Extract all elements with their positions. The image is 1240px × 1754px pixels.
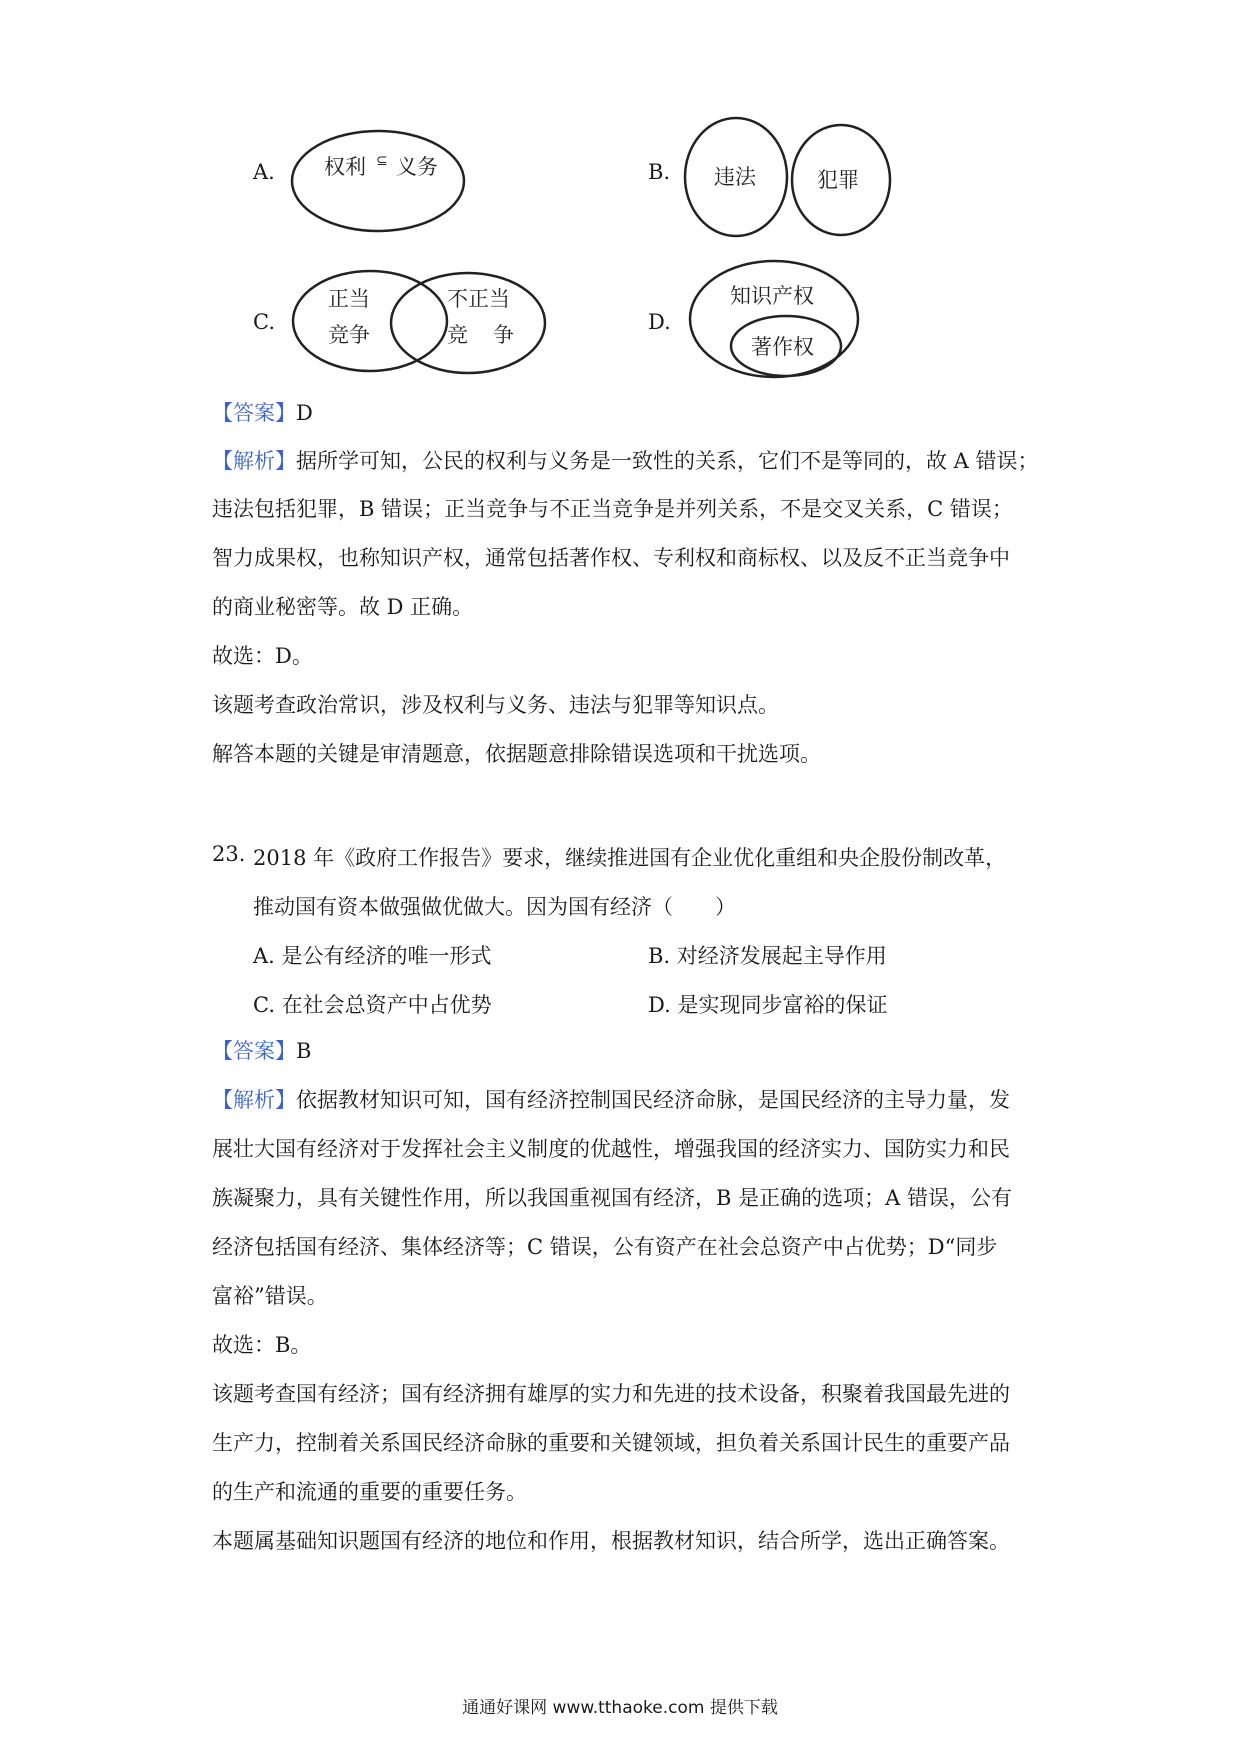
diagram-c-text-1: 正当 [328,287,370,311]
analysis-tag: 【解析】 [212,449,296,473]
q23-option-d [648,989,887,1019]
q23-note: 该题考查国有经济；国有经济拥有雄厚的实力和先进的技术设备，积聚着我国最先进的 [212,1382,1010,1406]
analysis-text: 据所学可知，公民的权利与义务是一致性的关系，它们不是等同的，故 A 错误； [296,449,1039,473]
answer-value: B [296,1039,312,1063]
analysis-text: 依据教材知识可知，国有经济控制国民经济命脉，是国民经济的主导力量，发 [296,1088,1010,1112]
diagram-c-text-4: 竞 [447,323,468,347]
diagram-a-text-1: 权利 [324,155,366,179]
q23-answer [212,1036,311,1066]
q22-note: 该题考查政治常识，涉及权利与义务、违法与犯罪等知识点。 [212,693,779,717]
diagram-d-text-1: 知识产权 [730,284,814,308]
q23-option-a [253,940,492,970]
q23-analysis-line: 经济包括国有经济、集体经济等；C 错误，公有资产在社会总资产中占优势；D“同步 [212,1235,998,1259]
diagram-b-text-1: 违法 [714,165,756,189]
q23-note: 的生产和流通的重要的重要任务。 [212,1480,527,1504]
page-footer: 通通好课网 www.tthaoke.com 提供下载 [462,1698,778,1718]
option-label: B. [648,944,671,968]
q23-stem-line: 推动国有资本做强做优做大。因为国有经济（ ） [253,895,736,919]
q23-number: 23. [212,842,246,866]
diagram-c-text-5: 争 [493,323,514,347]
q23-option-b [648,940,887,970]
q22-answer [212,398,313,428]
option-text: 对经济发展起主导作用 [676,944,887,968]
diagram-a-text-2: 义务 [396,155,438,179]
option-a-diagram [288,128,468,234]
q23-choose: 故选：B。 [212,1333,312,1357]
q23-analysis-line: 族凝聚力，具有关键性作用，所以我国重视国有经济，B 是正确的选项；A 错误，公有 [212,1186,1012,1210]
q23-option-c [253,989,492,1019]
option-d-label: D. [648,310,671,334]
option-label: D. [648,993,671,1017]
q23-note: 生产力，控制着关系国民经济命脉的重要和关键领域，担负着关系国计民生的重要产品 [212,1431,1010,1455]
option-text: 是公有经济的唯一形式 [281,944,492,968]
q22-analysis-line: 违法包括犯罪，B 错误；正当竞争与不正当竞争是并列关系，不是交叉关系，C 错误； [212,497,1013,521]
option-label: C. [253,993,275,1017]
option-c-label: C. [253,310,275,334]
q22-analysis-line: 的商业秘密等。故 D 正确。 [212,595,474,619]
option-text: 在社会总资产中占优势 [281,993,492,1017]
q22-choose: 故选：D。 [212,644,313,668]
answer-tag: 【答案】 [212,401,296,425]
q22-analysis-line [212,446,1039,476]
q23-stem-line: 2018 年《政府工作报告》要求，继续推进国有企业优化重组和央企股份制改革， [253,846,1007,870]
svg-text:⊆: ⊆ [376,153,388,169]
option-b-label: B. [648,160,671,184]
analysis-tag: 【解析】 [212,1088,296,1112]
q22-note: 解答本题的关键是审清题意，依据题意排除错误选项和干扰选项。 [212,742,821,766]
answer-tag: 【答案】 [212,1039,296,1063]
diagram-d-text-2: 著作权 [751,335,814,359]
option-b-diagram [682,114,902,240]
diagram-b-text-2: 犯罪 [817,168,859,192]
q23-note: 本题属基础知识题国有经济的地位和作用，根据教材知识，结合所学，选出正确答案。 [212,1529,1010,1553]
q23-analysis-line: 展壮大国有经济对于发挥社会主义制度的优越性，增强我国的经济实力、国防实力和民 [212,1137,1010,1161]
q23-analysis-line: 富裕”错误。 [212,1284,328,1308]
option-c-diagram [290,266,550,376]
option-a-label: A. [253,160,275,184]
option-text: 是实现同步富裕的保证 [677,993,888,1017]
q23-analysis-line [212,1085,1010,1115]
diagram-c-text-3: 不正当 [447,287,510,311]
diagram-c-text-2: 竞争 [328,323,370,347]
option-d-diagram [686,256,862,382]
option-label: A. [253,944,275,968]
q22-analysis-line: 智力成果权，也称知识产权，通常包括著作权、专利权和商标权、以及反不正当竞争中 [212,546,1010,570]
answer-value: D [296,401,313,425]
